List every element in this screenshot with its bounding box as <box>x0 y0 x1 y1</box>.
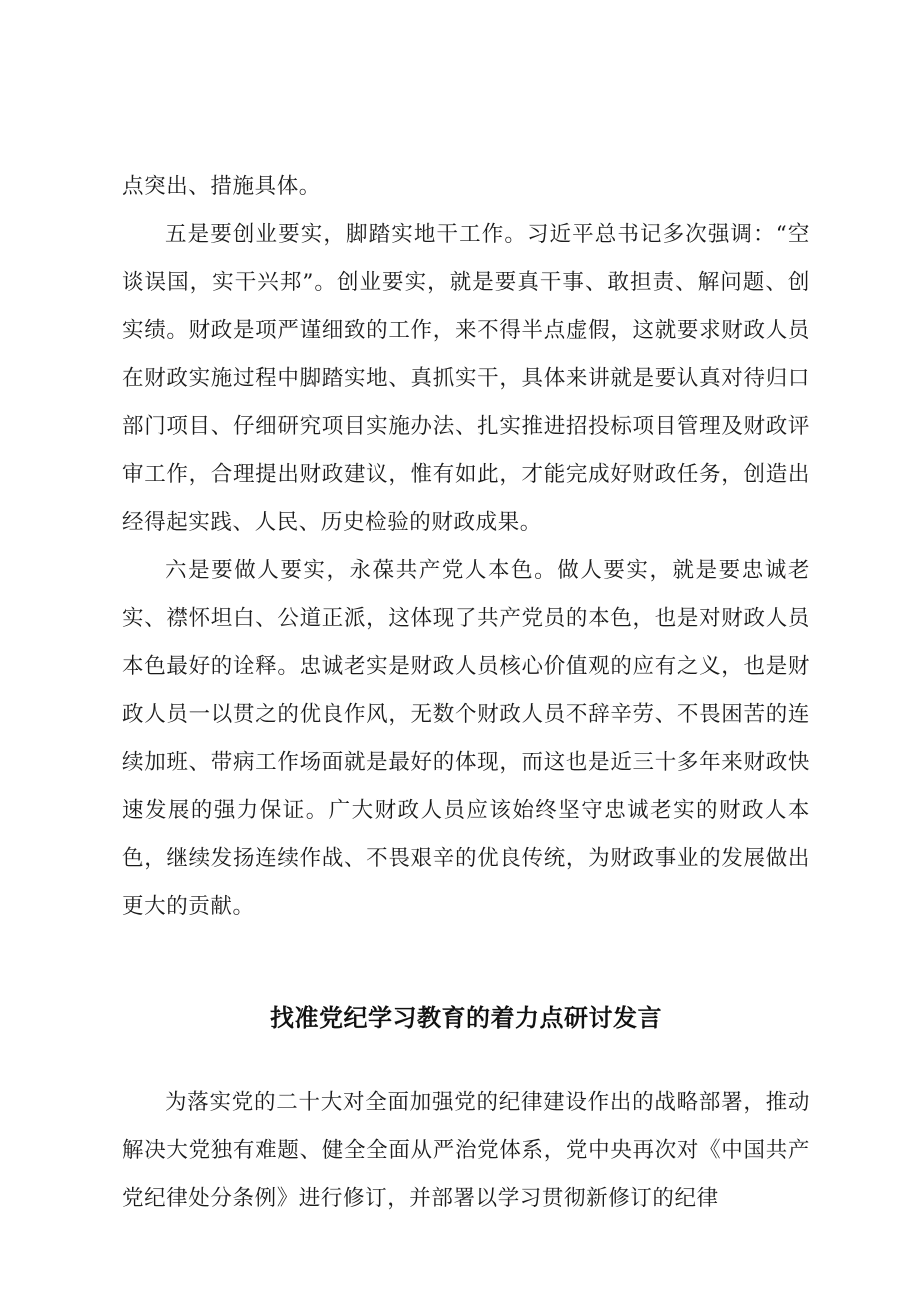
paragraph-point-six: 六是要做人要实，永葆共产党人本色。做人要实，就是要忠诚老实、襟怀坦白、公道正派，这体现了共产党员的本色，也是对财政人员本色最好的诠释。忠诚老实是财政人员核心价值观的应有之义，也是财政人员一以贯之的优良作风，无数个财政人员不辞辛劳、不畏困苦的连续加班、带病工作场面就是最好的体现，而这也是近三十多年来财政快速发展的强力保证。广大财政人员应该始终坚守忠诚老实的财政人本色，继续发扬连续作战、不畏艰辛的优良传统，为财政事业的发展做出更大的贡献。 <box>122 558 810 919</box>
paragraph-continuation: 点突出、措施具体。 <box>122 174 321 199</box>
paragraph-point-five: 五是要创业要实，脚踏实地干工作。习近平总书记多次强调：“空谈误国，实干兴邦”。创业要实，就是要真干事、敢担责、解问题、创实绩。财政是项严谨细致的工作，来不得半点虚假，这就要求财政人员在财政实施过程中脚踏实地、真抓实干，具体来讲就是要认真对待归口部门项目、仔细研究项目实施办法、扎实推进招投标项目管理及财政评审工作，合理提出财政建议，惟有如此，才能完成好财政任务，创造出经得起实践、人民、历史检验的财政成果。 <box>122 222 810 535</box>
paragraph-intro: 为落实党的二十大对全面加强党的纪律建设作出的战略部署，推动解决大党独有难题、健全全面从严治党体系，党中央再次对《中国共产党纪律处分条例》进行修订，并部署以学习贯彻新修订的纪律 <box>122 1090 810 1211</box>
section-heading: 找准党纪学习教育的着力点研讨发言 <box>270 1004 662 1032</box>
document-body <box>122 163 810 1223</box>
